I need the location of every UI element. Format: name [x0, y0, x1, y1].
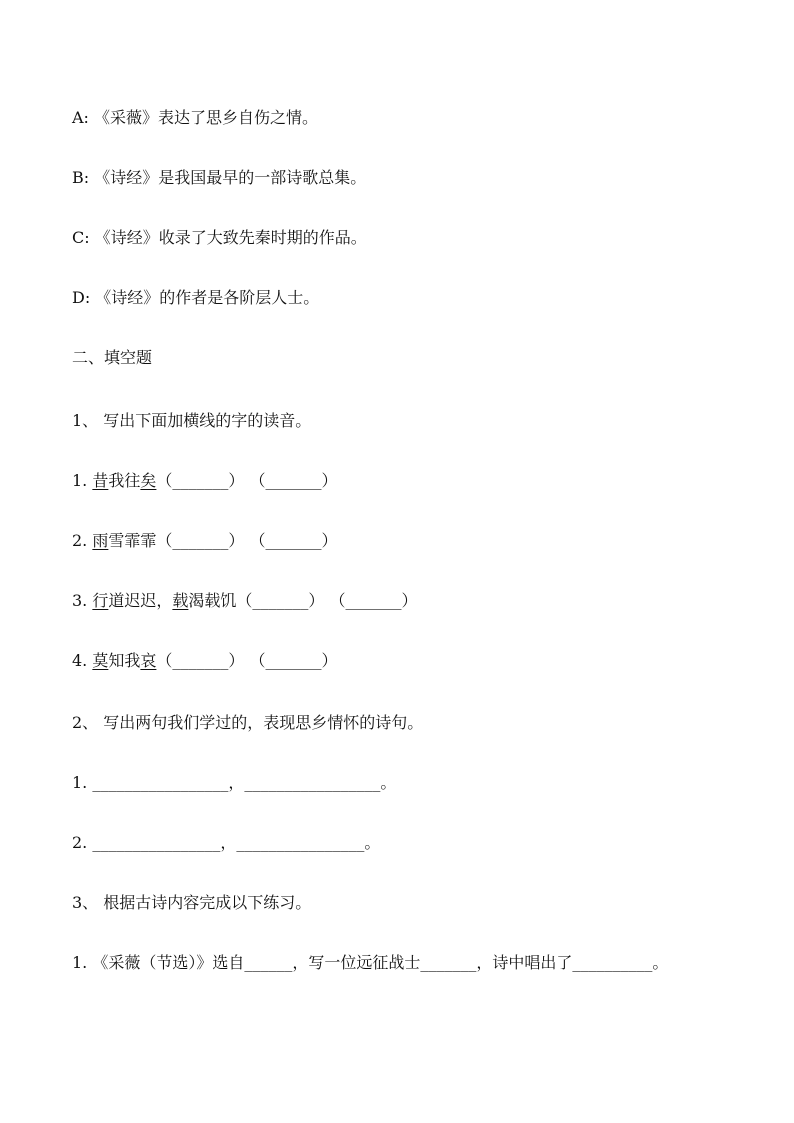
underlined-char: 矣 [140, 471, 157, 490]
question-3-item-1: 1. 《采薇（节选）》选自______，写一位远征战士_______，诗中唱出了__________。 [72, 953, 669, 972]
reading-item-2 [72, 531, 734, 551]
item-number: 1. [72, 471, 88, 490]
item-text: 我往 [108, 471, 141, 490]
choice-b: B: 《诗经》是我国最早的一部诗歌总集。 [72, 168, 367, 187]
answer-blanks: （_______） （_______） [156, 651, 338, 670]
section-heading: 二、填空题 [72, 348, 153, 367]
item-text: 雪霏霏 [108, 531, 157, 550]
underlined-char: 载 [172, 591, 189, 610]
poem-line-blank-2: 2. ________________，________________。 [72, 833, 381, 852]
item-text: 知我 [108, 651, 141, 670]
answer-blanks: （_______） （_______） [156, 471, 338, 490]
underlined-char: 雨 [92, 531, 109, 550]
reading-item-1 [72, 471, 734, 491]
choice-d: D: 《诗经》的作者是各阶层人士。 [72, 288, 320, 307]
underlined-char: 昔 [92, 471, 109, 490]
underlined-char: 莫 [92, 651, 109, 670]
item-number: 2. [72, 531, 88, 550]
reading-item-3 [72, 591, 734, 611]
underlined-char: 哀 [140, 651, 157, 670]
reading-item-4 [72, 651, 734, 671]
choice-a: A: 《采薇》表达了思乡自伤之情。 [72, 108, 319, 127]
item-number: 3. [72, 591, 88, 610]
answer-blanks: （_______） （_______） [156, 531, 338, 550]
choice-c: C: 《诗经》收录了大致先秦时期的作品。 [72, 228, 367, 247]
question-1-prompt: 1、 写出下面加横线的字的读音。 [72, 411, 312, 430]
question-2-prompt: 2、 写出两句我们学过的，表现思乡情怀的诗句。 [72, 713, 424, 732]
poem-line-blank-1: 1. _________________，_________________。 [72, 773, 397, 792]
question-3-prompt: 3、 根据古诗内容完成以下练习。 [72, 893, 312, 912]
item-number: 4. [72, 651, 88, 670]
answer-blanks: （_______） （_______） [236, 591, 418, 610]
item-text: 渴载饥 [188, 591, 237, 610]
item-text: 道迟迟， [108, 591, 173, 610]
underlined-char: 行 [92, 591, 109, 610]
